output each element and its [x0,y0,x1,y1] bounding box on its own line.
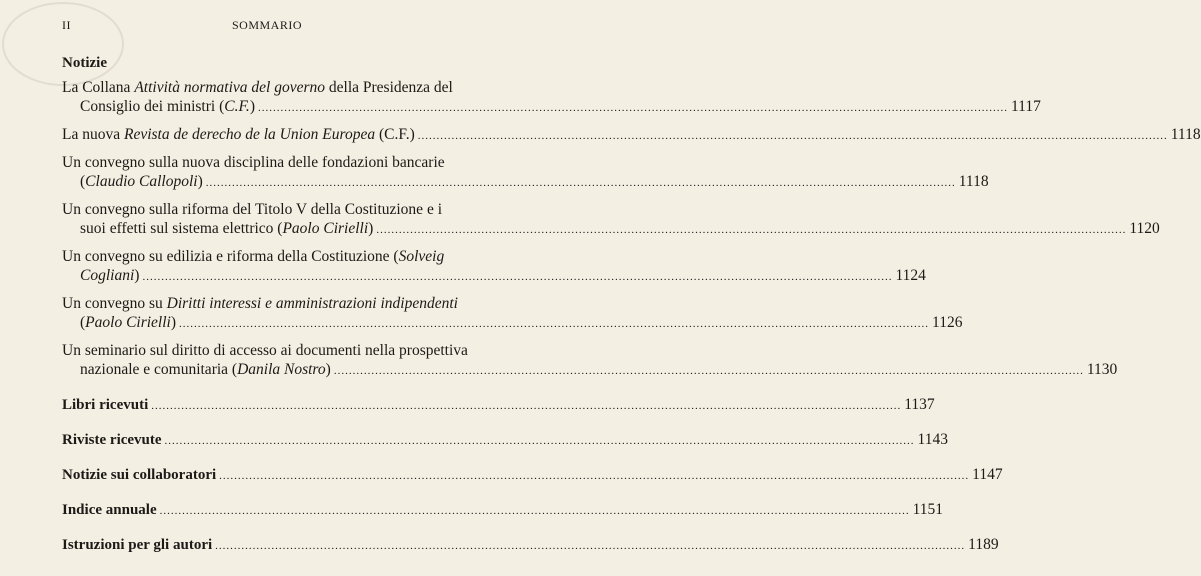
entry-line-text [80,313,176,332]
major-entry-label: Notizie sui collaboratori [62,467,217,483]
toc-entry [62,153,989,193]
toc-entry [62,78,1041,118]
entry-text: ) [325,361,331,378]
dot-leader: ........................................................................................................................................................................................................ [417,130,1168,142]
entry-text: della Presidenza del [325,79,453,96]
dot-leader: ........................................................................................................................................................................................................ [164,435,915,447]
page-number-ref: 1118 [958,173,989,190]
toc-major-entry [62,500,944,521]
major-entry-label: Libri ricevuti [62,397,149,413]
page-number-ref: 1118 [1170,126,1201,143]
entry-line-text [80,266,139,285]
entry-text: (C.F.) [375,126,415,143]
toc-entry [62,247,926,287]
entry-text: ) [368,220,374,237]
entry-text: ) [170,314,177,331]
entry-first-line [62,153,472,172]
entry-text: La Collana [62,79,135,96]
section-title-notizie: Notizie [62,55,107,71]
toc-entry [62,125,1201,146]
major-entry-label: Riviste ricevute [62,432,162,448]
entry-line-text [80,172,203,191]
dot-leader: ........................................................................................................................................................................................................ [159,505,910,517]
page-number-ref: 1137 [904,396,935,413]
toc-major-entry [62,430,948,451]
entry-text: Un seminario sul diritto di accesso ai documenti nella prospettiva [62,342,468,359]
major-entries-list [62,395,1003,556]
toc-entry [62,341,1118,381]
dot-leader: ........................................................................................................................................................................................................ [151,400,902,412]
entry-first-line [62,341,472,360]
italic-text: Paolo Cirielli [282,220,369,237]
entry-text: ) [134,267,140,284]
entry-line-text [62,430,162,450]
entry-text: Un convegno sulla riforma del Titolo V della Costituzione e i [62,201,442,218]
dot-leader: ........................................................................................................................................................................................................ [333,365,1084,377]
entry-text: Un convegno su edilizia e riforma della Costituzione ( [62,248,399,265]
page-number-ref: 1126 [932,314,963,331]
page-number-ref: 1189 [968,536,999,553]
toc-major-entry [62,535,999,556]
entry-first-line [62,200,472,219]
dot-leader: ........................................................................................................................................................................................................ [142,271,893,283]
dot-leader: ........................................................................................................................................................................................................ [215,540,966,552]
entry-first-line [62,247,472,266]
entry-line-text [62,125,415,144]
page-number-ref: 1151 [912,501,944,518]
italic-text: C.F. [224,98,250,115]
italic-text: Claudio Callopoli [85,173,198,190]
dot-leader: ........................................................................................................................................................................................................ [205,177,956,189]
page-number-ref: 1130 [1086,361,1118,378]
entry-text: ( [80,173,86,190]
entry-text: ) [197,173,203,190]
toc-entry [62,294,963,334]
toc-major-entry [62,395,935,416]
major-entry-label: Indice annuale [62,502,157,518]
page-number-ref: 1143 [917,431,948,448]
page-number: II [62,18,71,32]
entry-text: Consiglio dei ministri ( [80,98,225,115]
toc-major-entry [62,465,1003,486]
italic-text: Danila Nostro [237,361,326,378]
entry-line-text [80,219,373,238]
entry-text: La nuova [62,126,124,143]
entry-text: suoi effetti sul sistema elettrico ( [80,220,283,237]
italic-text: Diritti interessi e amministrazioni indipendenti [166,295,458,312]
page-number-ref: 1124 [895,267,926,284]
dot-leader: ........................................................................................................................................................................................................ [219,470,970,482]
page-number-ref: 1117 [1010,98,1041,115]
running-title: SOMMARIO [231,18,302,32]
italic-text: Solveig [398,248,445,265]
entry-text: ( [80,314,86,331]
italic-text: Cogliani [80,267,135,284]
toc-entry [62,200,1160,240]
table-of-contents [62,55,1201,563]
entry-line-text [80,360,331,379]
entry-line-text [62,395,148,415]
italic-text: Paolo Cirielli [85,314,171,331]
entries-list [62,78,1201,381]
italic-text: Attività normativa del governo [134,79,326,96]
entry-line-text [62,500,157,520]
entry-text: ) [249,98,255,115]
page-number-ref: 1120 [1129,220,1160,237]
major-entry-label: Istruzioni per gli autori [62,537,213,553]
page-number-ref: 1147 [972,466,1003,483]
entry-first-line [62,294,472,313]
entry-line-text [80,97,255,116]
dot-leader: ........................................................................................................................................................................................................ [257,102,1008,114]
entry-text: Un convegno sulla nuova disciplina delle fondazioni bancarie [62,154,445,171]
entry-line-text [62,535,212,555]
dot-leader: ........................................................................................................................................................................................................ [179,318,930,330]
entry-first-line [62,78,472,97]
entry-text: Un convegno su [62,295,167,312]
entry-text: nazionale e comunitaria ( [80,361,238,378]
dot-leader: ........................................................................................................................................................................................................ [376,224,1127,236]
italic-text: Revista de derecho de la Union Europea [123,126,376,143]
entry-line-text [62,465,216,485]
